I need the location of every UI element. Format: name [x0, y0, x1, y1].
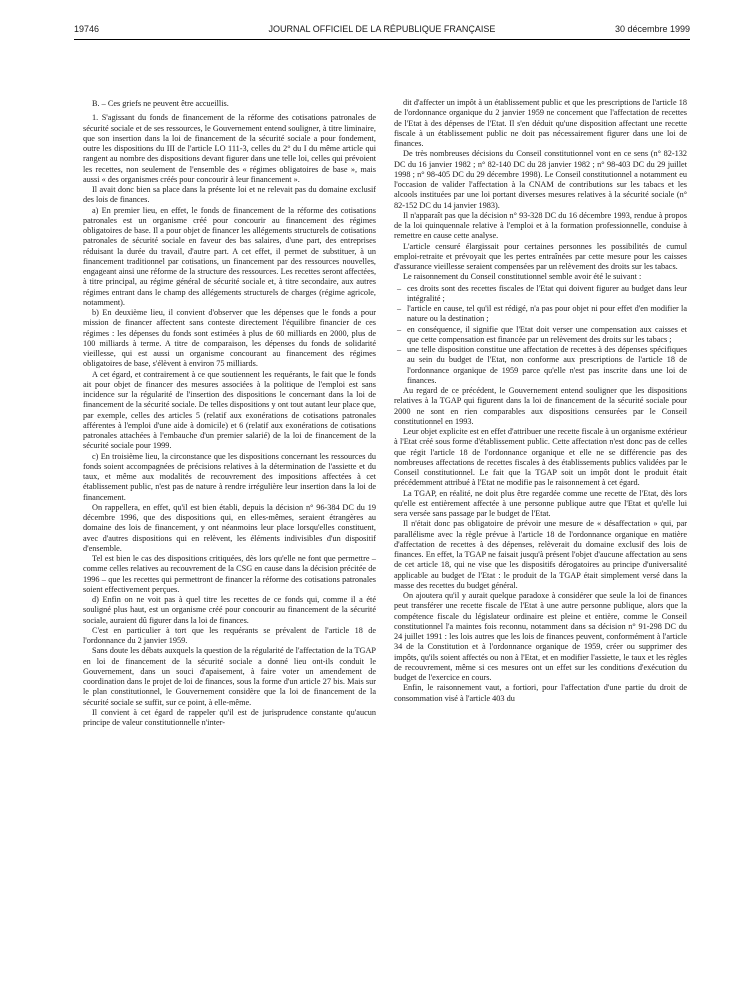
paragraph: dit d'affecter un impôt à un établissement public et que les prescriptions de l'article 18 de l'ordonnance organique du 2 janvier 1959 ne concernent que l'affectation de recettes de l'Etat à des dépenses de l'Etat. Il s'en déduit qu'une disposition affectant une recette fiscale à un établissement public ne doit pas nécessairement figurer dans une loi de finances.	[394, 98, 687, 148]
list-item: – ces droits sont des recettes fiscales de l'Etat qui doivent figurer au budget dans leur intégralité ;	[394, 284, 687, 305]
paragraph: On ajoutera qu'il y aurait quelque paradoxe à considérer que seule la loi de finances peut transférer une recette fiscale de l'Etat à une autre personne publique, alors que la compétence fiscale du législateur ordinaire est pleine et entière, comme le Conseil constitutionnel l'a maintes fois reconnu, notamment dans sa décision n° 91-298 DC du 24 juillet 1991 : les lois autres que les lois de finances peuvent, conformément à l'article 34 de la Constitution et à l'ordonnance organique de 1959, créer ou supprimer des impôts, qu'ils soient affectés ou non à l'Etat, et en modifier l'assiette, le taux et les règles de recouvrement, même si ces mesures ont un effet sur les conditions d'exécution du budget de l'exercice en cours.	[394, 591, 687, 682]
paragraph: c) En troisième lieu, la circonstance que les dispositions concernant les ressources du fonds soient accompagnées de précisions relatives à la détermination de l'assiette et du taux, et même aux modalités de recouvrement des impositions affectées à cet établissement public, n'est pas de nature à rendre irrégulière leur insertion dans la loi de financement.	[83, 451, 376, 502]
paragraph: Il n'apparaît pas que la décision n° 93-328 DC du 16 décembre 1993, rendue à propos de la loi quinquennale relative à l'emploi et à la formation professionnelle, conduise à remettre en cause cette analyse.	[394, 210, 687, 241]
issue-date: 30 décembre 1999	[614, 24, 690, 34]
paragraph: Leur objet explicite est en effet d'attribuer une recette fiscale à un organisme extérieur à l'Etat créé sous forme d'établissement public. Cette affectation n'est donc pas de celles que régit l'article 18 de l'ordonnance organique et elle ne se différencie pas des nombreuses affectations de recettes fiscales à des établissements publics validées par le Conseil constitutionnel. Le fait que la TGAP soit un impôt dont le produit était précédemment attribué à l'Etat ne modifie pas le raisonnement à cet égard.	[394, 427, 687, 488]
reasoning-list	[394, 284, 687, 387]
right-column	[394, 98, 687, 704]
list-item: – en conséquence, il signifie que l'Etat doit verser une compensation aux caisses et que cette compensation est financée par un relèvement des droits sur les tabacs ;	[394, 325, 687, 346]
section-heading: B. – Ces griefs ne peuvent être accueillis.	[92, 99, 229, 108]
paragraph: Il convient à cet égard de rappeler qu'il est de jurisprudence constante qu'aucun principe de valeur constitutionnelle n'inter-	[83, 707, 376, 727]
header-rule	[74, 39, 690, 40]
paragraph: b) En deuxième lieu, il convient d'observer que les dépenses que le fonds a pour mission de financer affectent sans conteste directement l'équilibre financier de ces régimes : les dépenses du fonds sont estimées à plus de 60 milliards en 2000, plus de 100 milliards à terme. A titre de comparaison, les dépenses du fonds de solidarité vieillesse, qui est aussi un organisme concourant au financement des régimes obligatoires de base, s'élèvent à environ 75 milliards.	[83, 308, 376, 369]
paragraph: A cet égard, et contrairement à ce que soutiennent les requérants, le fait que le fonds ait pour objet de financer des mesures associées à la politique de l'emploi est sans incidence sur la régularité de l'insertion des dispositions le concernant dans la loi de financement de la sécurité sociale. De telles dispositions y ont tout autant leur place que, par exemple, celles des articles 5 (relatif aux exonérations de cotisations patronales afférentes à l'emploi d'une aide à domicile) et 6 (relatif aux exonérations de cotisations patronales attachées à l'embauche d'un premier salarié) de la loi de financement de la sécurité sociale pour 1999.	[83, 369, 376, 451]
journal-title: JOURNAL OFFICIEL DE LA RÉPUBLIQUE FRANÇAISE	[268, 24, 496, 34]
paragraph: Le raisonnement du Conseil constitutionnel semble avoir été le suivant :	[403, 272, 642, 282]
page-header	[74, 24, 690, 38]
paragraph: De très nombreuses décisions du Conseil constitutionnel vont en ce sens (n° 82-132 DC du 16 janvier 1982 ; n° 82-140 DC du 28 janvier 1982 ; n° 98-403 DC du 29 juillet 1998 ; n° 98-405 DC du 29 décembre 1998). Le Conseil constitutionnel a notamment eu l'occasion de valider l'affectation à la CNAM de contributions sur les tabacs et les alcools instituées par une loi portant diverses mesures relatives à la sécurité sociale (n° 82-152 DC du 14 janvier 1983).	[394, 149, 687, 210]
paragraph: On rappellera, en effet, qu'il est bien établi, depuis la décision n° 96-384 DC du 19 décembre 1996, que des dispositions qui, en elles-mêmes, seraient étrangères au domaine des lois de financement, y ont néanmoins leur place lorsqu'elles constituent, avec d'autres dispositions qui en relèvent, les éléments indivisibles d'un dispositif d'ensemble.	[83, 502, 376, 553]
paragraph: Il avait donc bien sa place dans la présente loi et ne relevait pas du domaine exclusif des lois de finances.	[83, 185, 376, 205]
paragraph: a) En premier lieu, en effet, le fonds de financement de la réforme des cotisations patronales est un organisme créé pour concourir au financement des régimes obligatoires de base. Il a pour objet de financer les allégements structurels de cotisations patronales de sécurité sociale en faveur des bas salaires, d'une part, des entreprises réduisant la durée du travail, d'autre part. A cet effet, il permet de substituer, à un financement traditionnel par cotisations, un financement par des ressources nouvelles, engageant ainsi une réforme de la structure des ressources. Les recettes seront affectées, à titre principal, au régime général de sécurité sociale et, à titre secondaire, aux autres régimes entrant dans le champ des allégements structurels de charges (régime agricole, notamment).	[83, 205, 376, 307]
left-column	[83, 99, 376, 728]
paragraph: L'article censuré élargissait pour certaines personnes les possibilités de cumul emploi-retraite et prévoyait que les pertes entraînées par cette mesure pour les caisses d'assurance vieillesse seraient compensées par un relèvement des droits sur les tabacs.	[394, 241, 687, 271]
list-item: – l'article en cause, tel qu'il est rédigé, n'a pas pour objet ni pour effet d'en modifier la nature ou la destination ;	[394, 304, 687, 325]
page-number: 19746	[74, 24, 100, 34]
paragraph: Sans doute les débats auxquels la question de la régularité de l'affectation de la TGAP en loi de financement de la sécurité sociale a donné lieu ont-ils conduit le Gouvernement, dans un souci d'apaisement, à faire voter un amendement de coordination dans le projet de loi de finances, sous la forme d'un article 27 bis. Mais sur le plan constitutionnel, le Gouvernement considère que la loi de financement de la sécurité sociale se suffit, sur ce point, à elle-même.	[83, 646, 376, 707]
paragraph: 1. S'agissant du fonds de financement de la réforme des cotisations patronales de sécurité sociale et de ses ressources, le Gouvernement entend souligner, à titre liminaire, que son insertion dans la loi de financement de la sécurité sociale a pour fondement, outre les dispositions du III de l'article LO 111-3, celles du 2° du I du même article qui rangent au nombre des dispositions devant figurer dans une telle loi, celles qui prévoient les recettes, non seulement de l'ensemble des « régimes obligatoires de base », mais aussi « des organismes créés pour concourir à leur financement ».	[83, 113, 376, 184]
paragraph: Enfin, le raisonnement vaut, a fortiori, pour l'affectation d'une partie du droit de consommation visé à l'article 403 du	[394, 683, 687, 703]
paragraph: Il n'était donc pas obligatoire de prévoir une mesure de « désaffectation » qui, par parallélisme avec la règle prévue à l'article 18 de l'ordonnance organique en matière d'affectation de recettes à des dépenses, relèverait du domaine exclusif des lois de finances. En effet, la TGAP ne faisait jusqu'à présent l'objet d'aucune affectation au sens de cet article 18, qui ne vise que les dispositifs dérogatoires au principe d'universalité applicable au budget de l'Etat : le produit de la TGAP était simplement versé dans la masse des recettes du budget général.	[394, 519, 687, 590]
paragraph: C'est en particulier à tort que les requérants se prévalent de l'article 18 de l'ordonnance du 2 janvier 1959.	[83, 625, 376, 645]
paragraph: La TGAP, en réalité, ne doit plus être regardée comme une recette de l'Etat, dès lors qu'elle est entièrement affectée à une personne publique autre que l'Etat et qu'elle lui sera versée sans passage par le budget de l'Etat.	[394, 488, 687, 518]
paragraph: d) Enfin on ne voit pas à quel titre les recettes de ce fonds qui, comme il a été souligné plus haut, est un organisme créé pour concourir au financement de la sécurité sociale, auraient dû figurer dans la loi de finances.	[83, 595, 376, 625]
list-item: – une telle disposition constitue une affectation de recettes à des dépenses spécifiques au sein du budget de l'Etat, non conforme aux prescriptions de l'article 18 de l'ordonnance organique de 1959 parce qu'elle n'est pas inscrite dans une loi de finances.	[394, 345, 687, 386]
paragraph: Tel est bien le cas des dispositions critiquées, dès lors qu'elle ne font que permettre – comme celles relatives au recouvrement de la CSG en cause dans la décision précitée de 1996 – que les recettes qui permettront de financer la réforme des cotisations patronales soient effectivement perçues.	[83, 554, 376, 594]
paragraph: Au regard de ce précédent, le Gouvernement entend souligner que les dispositions relatives à la TGAP qui figurent dans la loi de financement de la sécurité sociale pour 2000 ne sont en rien comparables aux dispositions censurées par le Conseil constitutionnel en 1993.	[394, 386, 687, 426]
